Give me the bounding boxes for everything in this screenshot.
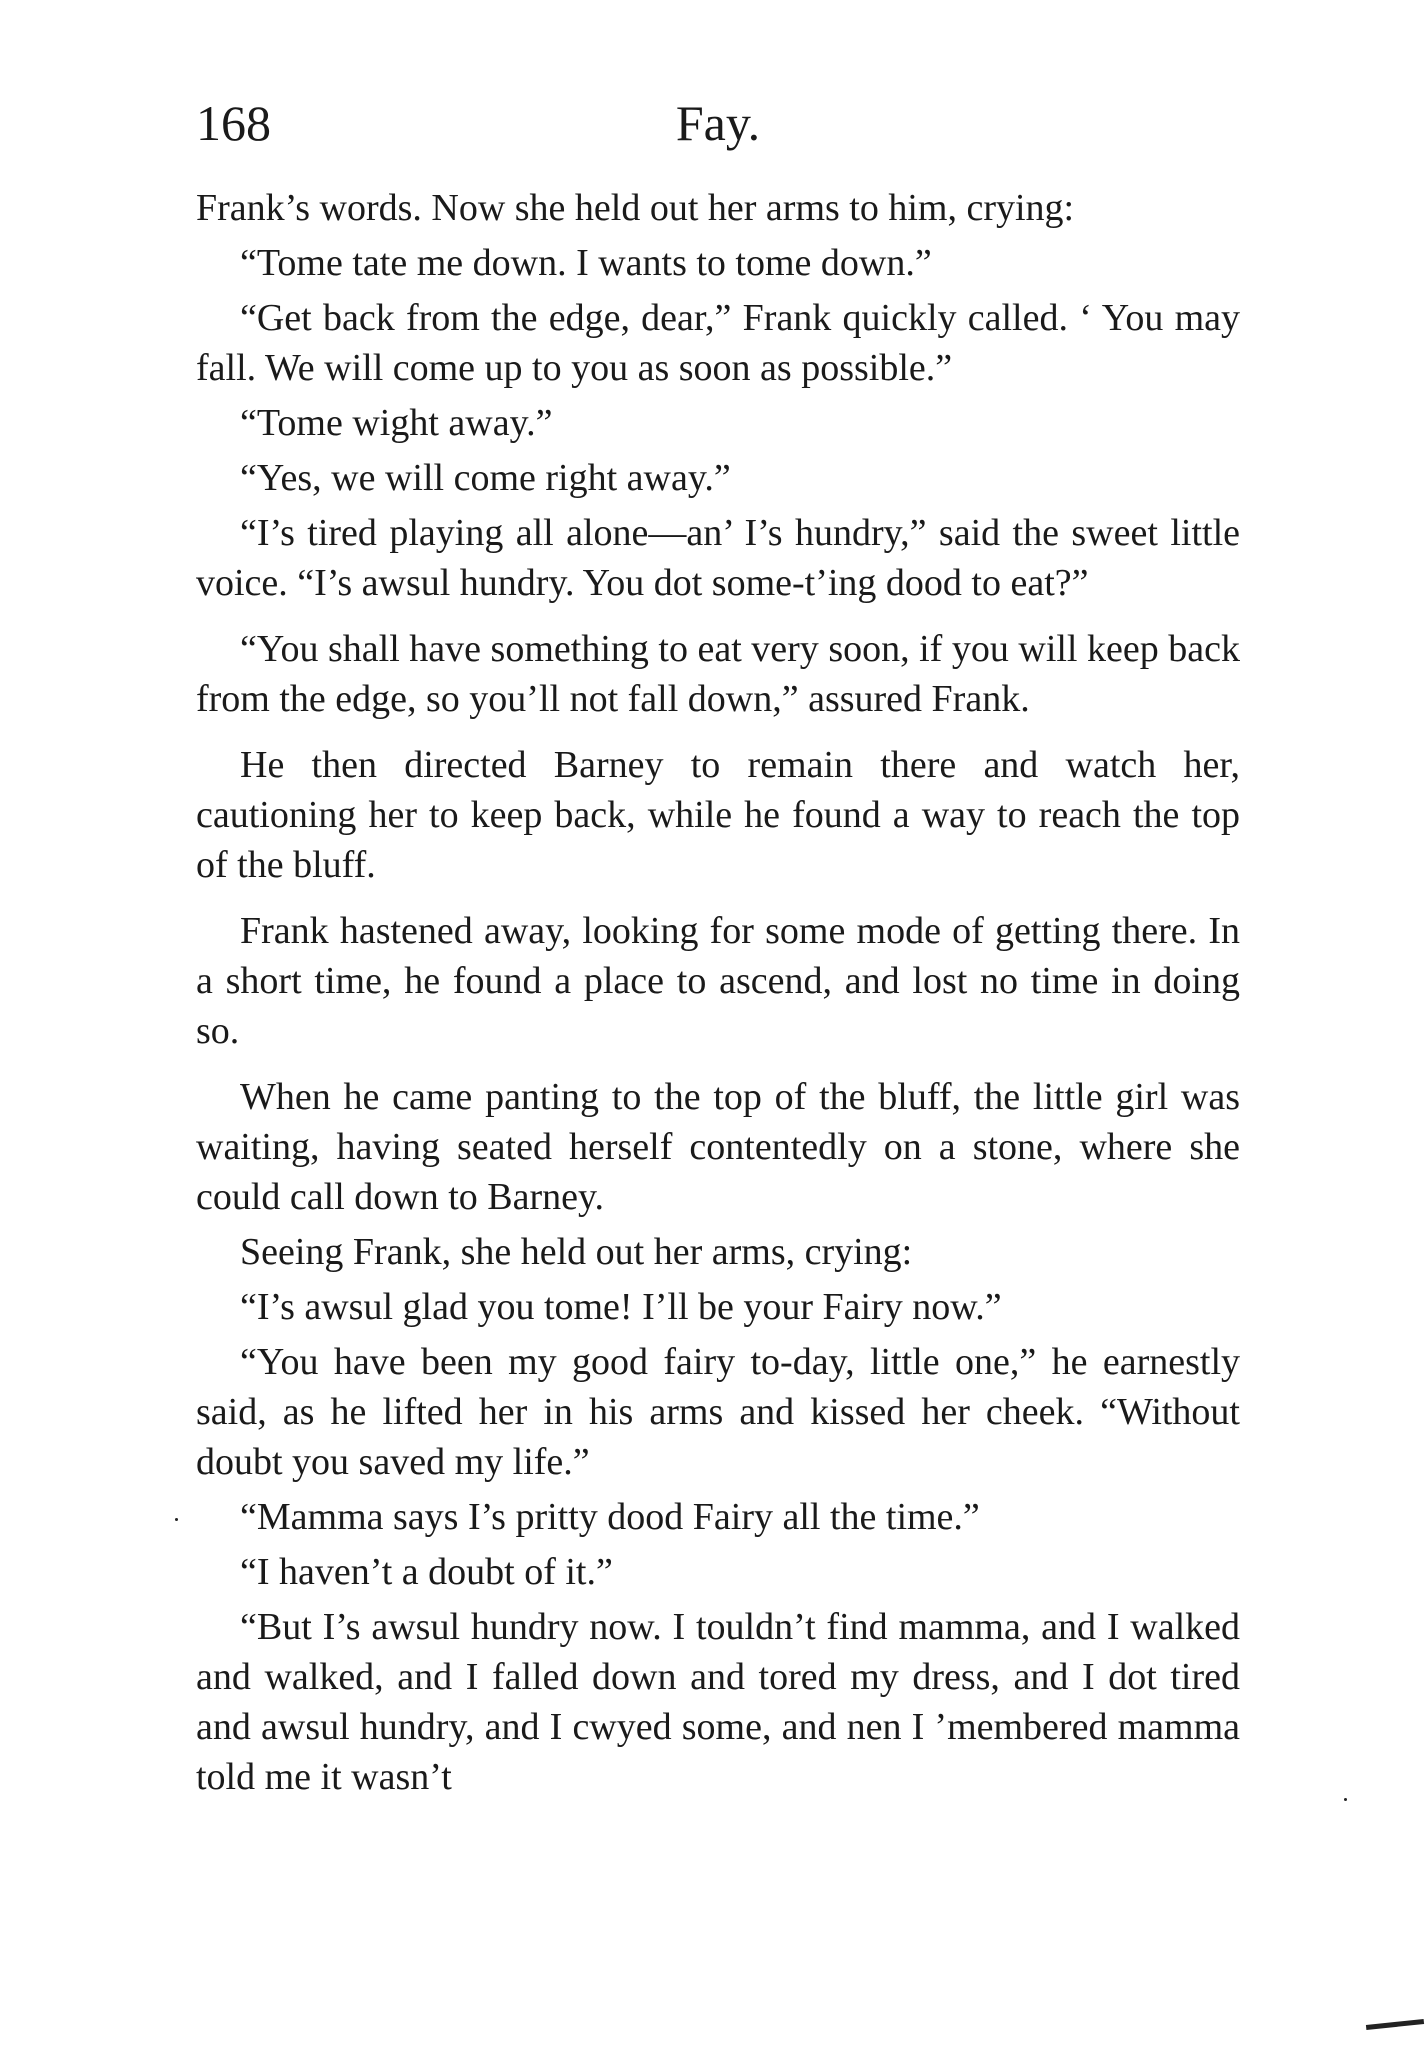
running-title: Fay. [675,95,761,151]
scan-speck [1344,1798,1347,1801]
paragraph: “Tome tate me down. I wants to tome down.” [240,242,932,284]
paragraph: “Mamma says I’s pritty dood Fairy all the time.” [240,1496,980,1538]
scan-speck [175,1518,178,1521]
paragraph: “But I’s awsul hundry now. I touldn’t find mamma, and I walked and walked, and I falled down and tored my dress, and I dot tired and awsul hundry, and I cwyed some, and nen I ’membered mamma told me it wasn’t [196,1606,1240,1798]
page-number: 168 [196,95,271,151]
paragraph: He then directed Barney to remain there and watch her, cautioning her to keep back, while he found a way to reach the top of the bluff. [196,744,1240,886]
paragraph: “Yes, we will come right away.” [240,457,731,499]
scan-edge-mark [1366,2019,1424,2030]
paragraph: When he came panting to the top of the bluff, the little girl was waiting, having seated herself contentedly on a stone, where she could call down to Barney. [196,1076,1240,1218]
paragraph: “You shall have something to eat very soon, if you will keep back from the edge, so you’ll not fall down,” assured Frank. [196,628,1240,720]
paragraph: Frank’s words. Now she held out her arms to him, crying: [196,187,1075,229]
paragraph: Seeing Frank, she held out her arms, crying: [240,1231,913,1273]
paragraph: “I’s awsul glad you tome! I’ll be your Fairy now.” [240,1286,1002,1328]
body-text [196,183,1240,1807]
paragraph: “I haven’t a doubt of it.” [240,1551,613,1593]
paragraph: “I’s tired playing all alone—an’ I’s hundry,” said the sweet little voice. “I’s awsul hundry. You dot some-t’ing dood to eat?” [196,512,1240,604]
paragraph: “Get back from the edge, dear,” Frank quickly called. ‘ You may fall. We will come up to you as soon as possible.” [196,297,1240,389]
page-header [196,88,1240,158]
paragraph: “Tome wight away.” [240,402,553,444]
paragraph: Frank hastened away, looking for some mode of getting there. In a short time, he found a place to ascend, and lost no time in doing so. [196,910,1240,1052]
paragraph: “You have been my good fairy to-day, little one,” he earnestly said, as he lifted her in his arms and kissed her cheek. “Without doubt you saved my life.” [196,1341,1240,1483]
